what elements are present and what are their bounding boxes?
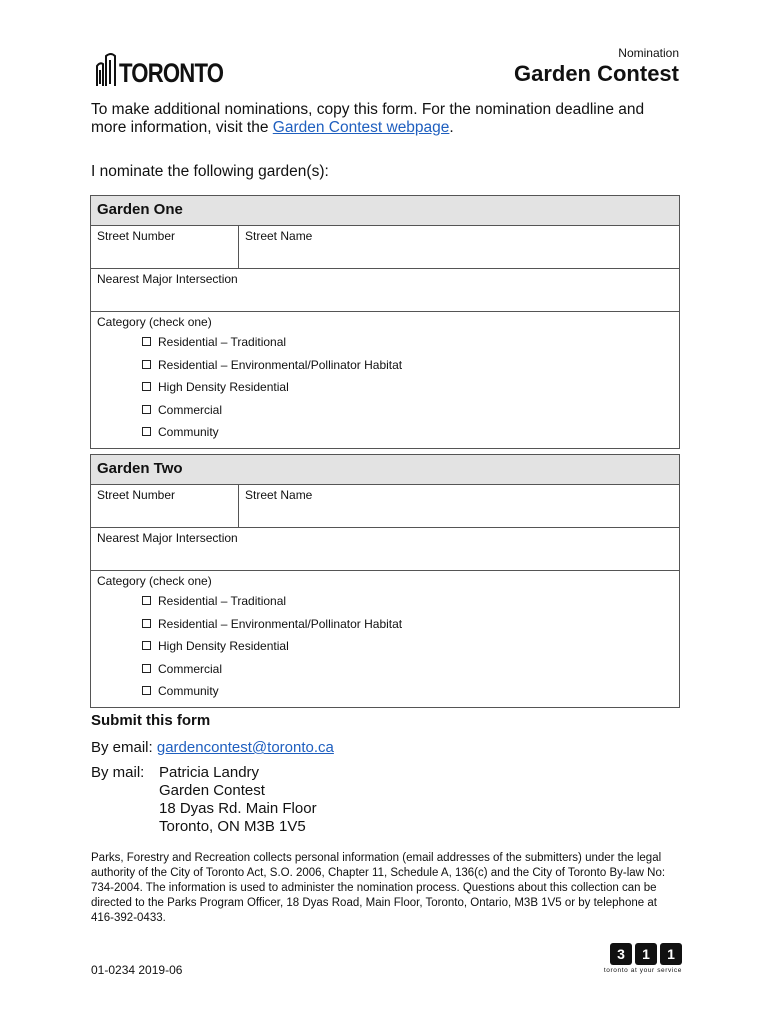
street-name-field[interactable] <box>239 485 679 527</box>
option-label: High Density Residential <box>158 380 289 395</box>
category-option[interactable] <box>142 403 673 426</box>
intersection-field[interactable] <box>91 528 679 570</box>
garden-two-section <box>90 454 680 708</box>
intersection-row <box>91 528 679 571</box>
category-row <box>91 571 679 707</box>
option-label: Community <box>158 684 219 699</box>
street-row <box>91 485 679 528</box>
category-label: Category (check one) <box>97 315 212 329</box>
address-line: Garden Contest <box>159 782 265 799</box>
option-label: Commercial <box>158 402 223 417</box>
category-option[interactable] <box>142 425 673 448</box>
city-hall-icon <box>96 52 116 86</box>
street-number-field[interactable] <box>91 226 239 268</box>
checkbox[interactable] <box>142 641 151 650</box>
submit-heading: Submit this form <box>91 712 211 729</box>
option-label: Commercial <box>158 661 223 676</box>
badge-tagline: toronto at your service <box>603 967 682 974</box>
badge-digit: 1 <box>660 943 682 965</box>
checkbox[interactable] <box>142 664 151 673</box>
intro-text-end: . <box>449 119 454 136</box>
checkbox[interactable] <box>142 619 151 628</box>
category-option[interactable] <box>142 639 673 662</box>
category-option[interactable] <box>142 380 673 403</box>
checkbox[interactable] <box>142 405 151 414</box>
option-label: Residential – Traditional <box>158 594 287 608</box>
category-options <box>142 594 673 707</box>
mailing-address <box>159 764 317 836</box>
category-row <box>91 312 679 448</box>
category-option[interactable] <box>142 617 673 640</box>
option-label: High Density Residential <box>158 639 289 654</box>
address-line: Toronto, ON M3B 1V5 <box>159 818 306 835</box>
street-row <box>91 226 679 269</box>
page-title: Garden Contest <box>513 61 679 86</box>
option-label: Residential – Environmental/Pollinator Habitat <box>158 357 403 372</box>
category-option[interactable] <box>142 594 673 617</box>
checkbox[interactable] <box>142 337 151 346</box>
submit-email-line <box>91 739 334 756</box>
intersection-label: Nearest Major Intersection <box>97 272 238 286</box>
intersection-field[interactable] <box>91 269 679 311</box>
garden-one-section <box>90 195 680 449</box>
category-label: Category (check one) <box>97 574 212 588</box>
badge-digit: 1 <box>635 943 657 965</box>
category-option[interactable] <box>142 684 673 707</box>
logo-wordmark: TORONTO <box>119 58 224 88</box>
category-option[interactable] <box>142 335 673 358</box>
311-logo <box>590 943 682 974</box>
intro-paragraph <box>91 101 681 137</box>
form-type-label: Nomination <box>618 46 679 60</box>
street-number-field[interactable] <box>91 485 239 527</box>
submit-mail-line <box>91 764 159 781</box>
privacy-notice: Parks, Forestry and Recreation collects personal information (email addresses of the submitters) under the legal authority of the City of Toronto Act, S.O. 2006, Chapter 11, Schedule A, 136(c) and the City of Toronto By-law No: 734-2004. The information is used to administer the nomination process. Questions about this collection can be directed to the Parks Program Officer, 18 Dyas Road, Main Floor, Toronto, Ontario, M3B 1V5 or by telephone at 416-392-0433. <box>91 852 666 924</box>
address-line: 18 Dyas Rd. Main Floor <box>159 800 317 817</box>
category-option[interactable] <box>142 358 673 381</box>
garden-section-title: Garden Two <box>91 455 679 485</box>
garden-contest-webpage-link[interactable]: Garden Contest webpage <box>272 119 450 136</box>
category-option[interactable] <box>142 662 673 685</box>
street-name-field[interactable] <box>239 226 679 268</box>
address-line: Patricia Landry <box>159 764 260 781</box>
street-name-label: Street Name <box>245 488 313 502</box>
badge-digit: 3 <box>610 943 632 965</box>
street-number-label: Street Number <box>97 488 176 502</box>
email-link[interactable]: gardencontest@toronto.ca <box>156 739 334 756</box>
checkbox[interactable] <box>142 596 151 605</box>
option-label: Residential – Traditional <box>158 335 287 349</box>
intersection-row <box>91 269 679 312</box>
option-label: Residential – Environmental/Pollinator Habitat <box>158 616 403 631</box>
checkbox[interactable] <box>142 686 151 695</box>
intersection-label: Nearest Major Intersection <box>97 531 238 545</box>
option-label: Community <box>158 425 219 440</box>
checkbox[interactable] <box>142 360 151 369</box>
street-name-label: Street Name <box>245 229 313 243</box>
checkbox[interactable] <box>142 382 151 391</box>
toronto-logo <box>96 46 246 86</box>
category-options <box>142 335 673 448</box>
checkbox[interactable] <box>142 427 151 436</box>
garden-section-title: Garden One <box>91 196 679 226</box>
intro-text: To make additional nominations, copy this form. For the nomination deadline and more information, visit the <box>91 101 645 136</box>
nominate-label: I nominate the following garden(s): <box>91 163 329 180</box>
email-label: By email: <box>91 739 153 756</box>
street-number-label: Street Number <box>97 229 176 243</box>
form-code: 01-0234 2019-06 <box>91 963 183 977</box>
mail-label: By mail: <box>91 764 145 781</box>
